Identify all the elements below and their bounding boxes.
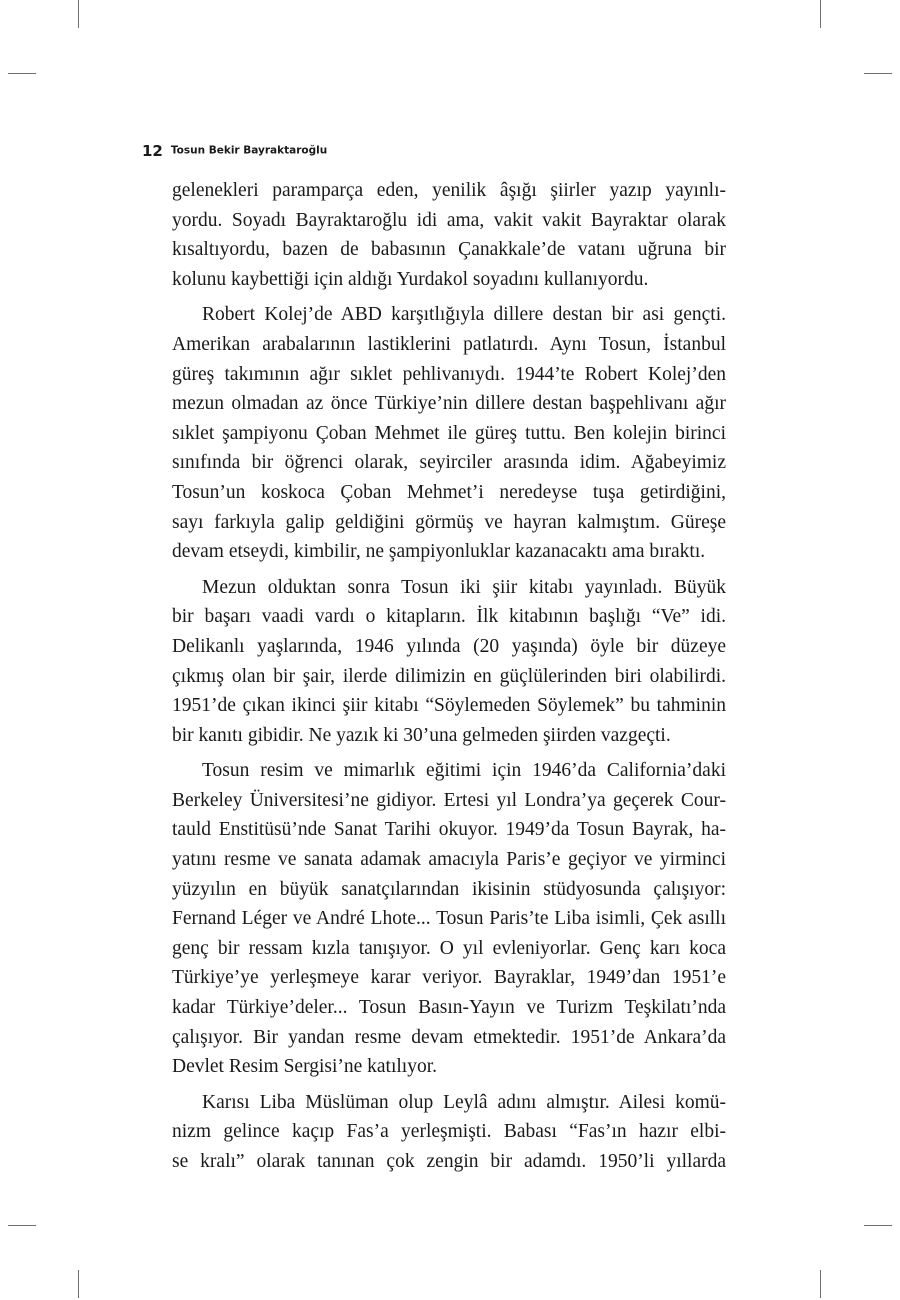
crop-mark-left-bottom <box>8 1225 36 1226</box>
text-line: genç bir ressam kızla tanışıyor. O yıl evleniyorlar. Genç karı koca <box>172 937 726 959</box>
text-line: yordu. Soyadı Bayraktaroğlu idi ama, vakit vakit Bayraktar olarak <box>172 209 726 231</box>
text-line: Robert Kolej’de ABD karşıtlığıyla dillere destan bir asi gençti. <box>202 304 726 326</box>
text-line: Devlet Resim Sergisi’ne katılıyor. <box>172 1056 438 1078</box>
text-line: yatını resme ve sanata adamak amacıyla Paris’e geçiyor ve yirminci <box>172 849 726 871</box>
text-line: gelenekleri paramparça eden, yenilik âşığı şiirler yazıp yayınlı- <box>172 180 726 201</box>
paragraph <box>172 756 726 1082</box>
text-line: güreş takımının ağır sıklet pehlivanıydı. 1944’te Robert Kolej’den <box>172 363 726 385</box>
text-line: kadar Türkiye’deler... Tosun Basın-Yayın ve Turizm Teşkilatı’nda <box>172 997 726 1019</box>
text-line: Karısı Liba Müslüman olup Leylâ adını almıştır. Ailesi komü- <box>202 1091 726 1113</box>
crop-mark-top-left <box>78 0 79 28</box>
text-line: Tosun resim ve mimarlık eğitimi için 1946’da California’daki <box>202 760 726 782</box>
text-line: kolunu kaybettiği için aldığı Yurdakol soyadını kullanıyordu. <box>172 268 649 290</box>
text-line: Fernand Léger ve André Lhote... Tosun Paris’te Liba isimli, Çek asıllı <box>172 908 726 930</box>
page-number: 12 <box>142 141 163 160</box>
paragraph <box>172 1088 726 1177</box>
running-head: Tosun Bekir Bayraktaroğlu <box>170 144 328 157</box>
crop-mark-right-top <box>864 73 892 74</box>
text-line: Tosun’un koskoca Çoban Mehmet’i neredeyse tuşa getirdiğini, <box>172 481 726 503</box>
page-header <box>142 140 327 160</box>
text-line: Berkeley Üniversitesi’ne gidiyor. Ertesi yıl Londra’ya geçerek Cour- <box>172 789 726 811</box>
paragraph <box>172 176 726 294</box>
text-line: Delikanlı yaşlarında, 1946 yılında (20 yaşında) öyle bir düzeye <box>172 635 726 657</box>
text-line: nizm gelince kaçıp Fas’a yerleşmişti. Babası “Fas’ın hazır elbi- <box>172 1121 726 1143</box>
text-line: 1951’de çıkan ikinci şiir kitabı “Söylemeden Söylemek” bu tahminin <box>172 695 726 717</box>
text-line: Amerikan arabalarının lastiklerini patlatırdı. Aynı Tosun, İstanbul <box>172 333 726 355</box>
crop-mark-bottom-right <box>820 1270 821 1298</box>
paragraph <box>172 573 726 751</box>
text-line: se kralı” olarak tanınan çok zengin bir adamdı. 1950’li yıllarda <box>172 1151 726 1172</box>
body-text <box>172 176 726 1183</box>
crop-mark-bottom-left <box>78 1270 79 1298</box>
text-line: sınıfında bir öğrenci olarak, seyirciler arasında idim. Ağabeyimiz <box>172 452 726 474</box>
text-line: kısaltıyordu, bazen de babasının Çanakkale’de vatanı uğruna bir <box>172 239 726 261</box>
text-line: Mezun olduktan sonra Tosun iki şiir kitabı yayınladı. Büyük <box>202 576 726 598</box>
text-line: tauld Enstitüsü’nde Sanat Tarihi okuyor. 1949’da Tosun Bayrak, ha- <box>172 819 726 841</box>
text-line: bir kanıtı gibidir. Ne yazık ki 30’una gelmeden şiirden vazgeçti. <box>172 724 671 746</box>
text-line: mezun olmadan az önce Türkiye’nin dillere destan başpehlivanı ağır <box>172 393 726 415</box>
text-line: çıkmış olan bir şair, ilerde dilimizin en güçlülerinden biri olabilirdi. <box>172 665 726 687</box>
text-line: bir başarı vaadi vardı o kitapların. İlk kitabının başlığı “Ve” idi. <box>172 606 726 628</box>
text-line: sayı farkıyla galip geldiğini görmüş ve hayran kalmıştım. Güreşe <box>172 511 726 533</box>
text-line: yüzyılın en büyük sanatçılarından ikisinin stüdyosunda çalışıyor: <box>172 878 726 900</box>
text-line: Türkiye’ye yerleşmeye karar veriyor. Bayraklar, 1949’dan 1951’e <box>172 967 726 989</box>
text-line: sıklet şampiyonu Çoban Mehmet ile güreş tuttu. Ben kolejin birinci <box>172 422 726 444</box>
crop-mark-top-right <box>820 0 821 28</box>
paragraph <box>172 300 726 566</box>
text-line: çalışıyor. Bir yandan resme devam etmektedir. 1951’de Ankara’da <box>172 1026 726 1048</box>
crop-mark-left-top <box>8 73 36 74</box>
text-line: devam etseydi, kimbilir, ne şampiyonluklar kazanacaktı ama bıraktı. <box>172 541 706 563</box>
crop-mark-right-bottom <box>864 1225 892 1226</box>
